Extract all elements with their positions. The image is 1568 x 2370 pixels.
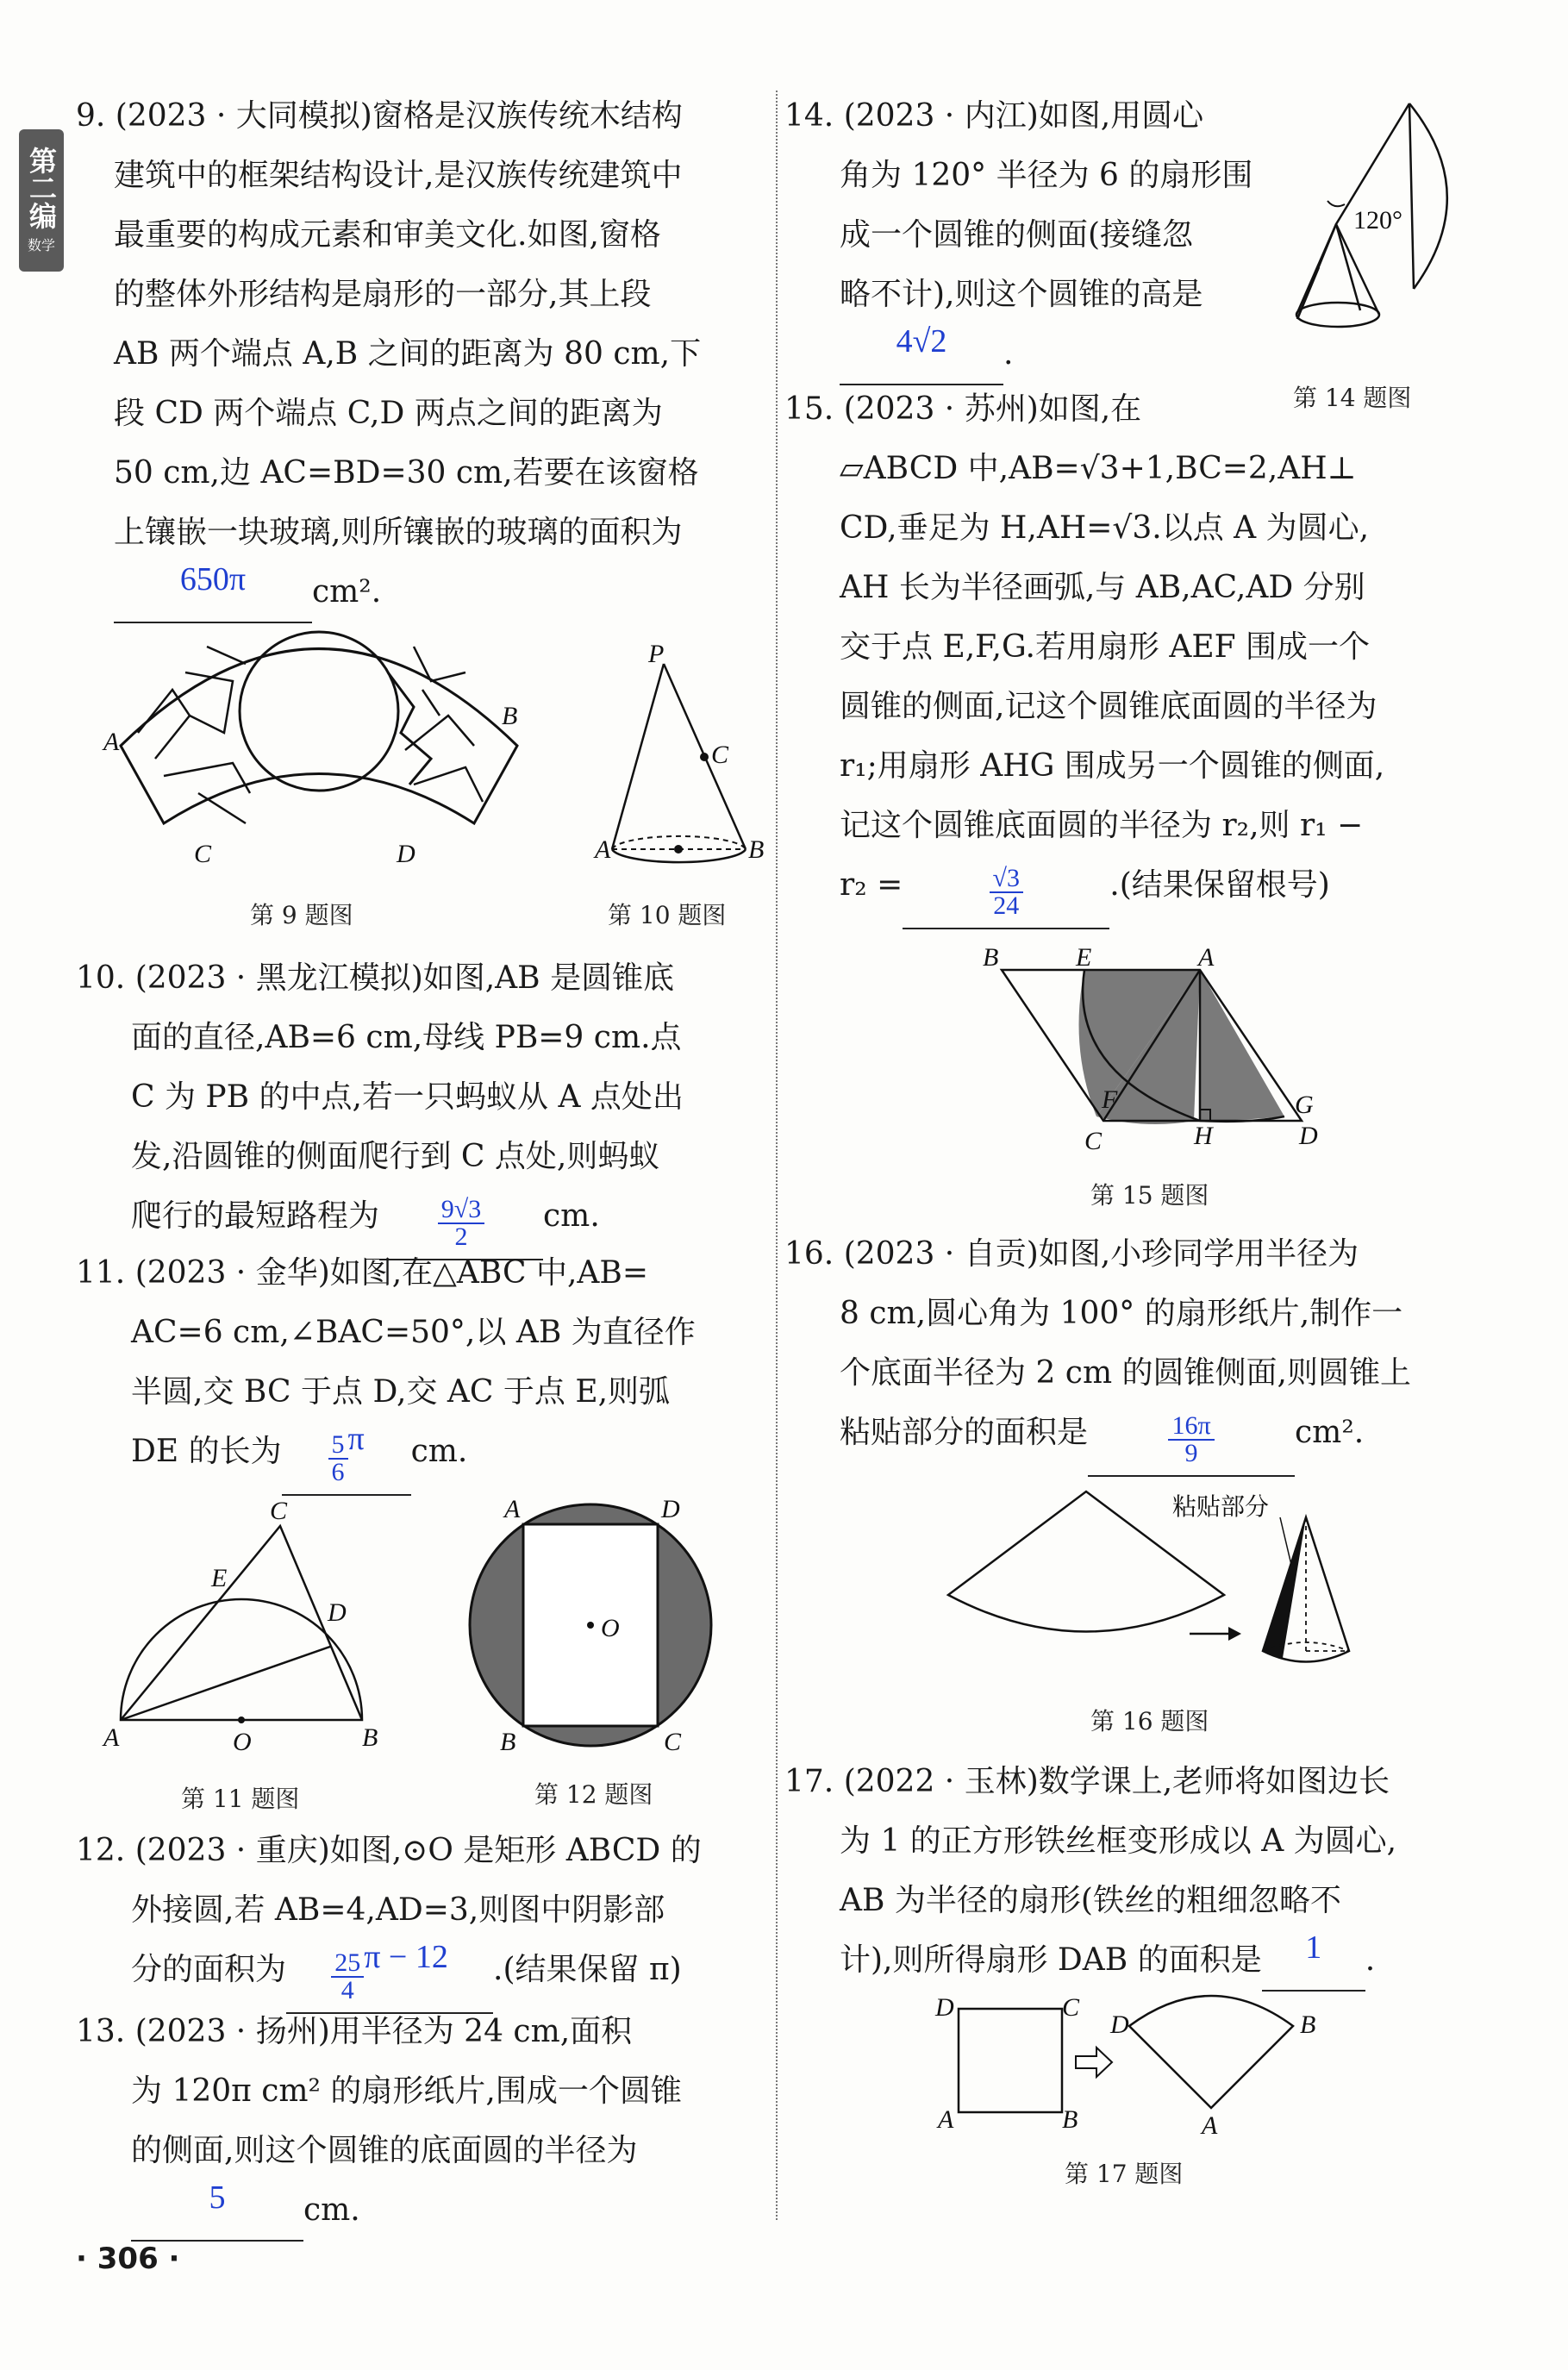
answer-denominator: 24 (993, 891, 1020, 920)
problem-17-line: 为 1 的正方形铁丝框变形成以 A 为圆心, (840, 1823, 1397, 1859)
f17-label-C: C (1062, 1993, 1080, 2022)
answer-value: 5 (209, 2179, 226, 2216)
answer-numerator: 16π (1168, 1413, 1214, 1441)
problem-15-line: CD,垂足为 H,AH=√3.以点 A 为圆心, (840, 510, 1370, 546)
figure-17-caption: 第 17 题图 (1065, 2160, 1184, 2188)
f10-label-A: A (595, 835, 611, 864)
answer-suffix: π (347, 1421, 365, 1457)
f17-label-D2: D (1110, 2010, 1129, 2039)
problem-13-line: 为 120π cm² 的扇形纸片,围成一个圆锥 (131, 2073, 682, 2109)
answer-value: 4√2 (896, 323, 947, 360)
figure-17 (931, 1992, 1345, 2138)
f12-label-D: D (661, 1495, 680, 1523)
unit-label: . (1365, 1942, 1376, 1978)
f12-label-O: O (601, 1614, 620, 1642)
f15-label-D: D (1299, 1122, 1318, 1150)
figure-16-caption: 第 16 题图 (1090, 1707, 1209, 1735)
chapter-tab-title: 第二编 (25, 147, 58, 229)
problem-9-line: AB 两个端点 A,B 之间的距离为 80 cm,下 (114, 336, 702, 372)
answer-denominator: 9 (1184, 1439, 1198, 1467)
problem-11-line: 半圆,交 BC 于点 D,交 AC 于点 E,则弧 (131, 1374, 671, 1410)
problem-15-line: ▱ABCD 中,AB=√3+1,BC=2,AH⊥ (840, 451, 1357, 486)
problem-14-line: 成一个圆锥的侧面(接缝忽 (840, 217, 1194, 253)
f11-label-E: E (211, 1564, 228, 1592)
problem-12-line: 12. (2023 · 重庆)如图,⊙O 是矩形 ABCD 的 (76, 1833, 702, 1868)
problem-9 (76, 86, 765, 623)
problem-16-line: 个底面半径为 2 cm 的圆锥侧面,则圆锥上 (840, 1355, 1411, 1391)
f15-label-C: C (1084, 1127, 1103, 1155)
answer-denominator: 2 (454, 1223, 468, 1251)
figure-14-caption: 第 14 题图 (1293, 384, 1412, 412)
f15-label-B: B (983, 943, 999, 972)
problem-12-line: 外接圆,若 AB=4,AD=3,则图中阴影部 (131, 1892, 665, 1928)
f9-label-A: A (103, 728, 120, 756)
answer-numerator: 25 (331, 1950, 364, 1978)
problem-16 (784, 1224, 1560, 1477)
answer-prefix: 计),则所得扇形 DAB 的面积是 (840, 1942, 1262, 1978)
figure-10-caption: 第 10 题图 (608, 901, 727, 929)
answer-denominator: 4 (340, 1976, 354, 2004)
problem-17 (784, 1752, 1560, 1992)
answer-blank (282, 1422, 411, 1496)
problem-10-line: 发,沿圆锥的侧面爬行到 C 点处,则蚂蚁 (131, 1139, 660, 1174)
problem-17-line: 17. (2022 · 玉林)数学课上,老师将如图边长 (784, 1764, 1390, 1799)
f10-label-P: P (648, 640, 665, 668)
answer-value: 1 (1305, 1929, 1322, 1966)
f9-label-C: C (194, 840, 212, 868)
figure-15 (983, 944, 1327, 1160)
problem-14-line: 角为 120° 半径为 6 的扇形围 (840, 158, 1253, 193)
f12-label-B: B (500, 1728, 516, 1756)
f15-label-H: H (1194, 1122, 1213, 1150)
problem-16-line: 8 cm,圆心角为 100° 的扇形纸片,制作一 (840, 1296, 1403, 1331)
f11-label-B: B (362, 1723, 378, 1752)
answer-denominator: 6 (331, 1458, 345, 1486)
f15-label-E: E (1076, 943, 1092, 972)
answer-blank (1262, 1930, 1365, 1992)
unit-label: .(结果保留 π) (493, 1952, 682, 1987)
figure-12 (461, 1491, 720, 1759)
f17-label-B: B (1062, 2105, 1078, 2134)
problem-14 (784, 86, 1267, 385)
problem-15 (784, 379, 1560, 929)
answer-prefix: 分的面积为 (131, 1952, 287, 1987)
problem-10 (76, 948, 765, 1260)
f15-label-G: G (1295, 1091, 1314, 1119)
answer-blank (1088, 1403, 1295, 1477)
f9-label-B: B (502, 702, 518, 730)
unit-label: .(结果保留根号) (1109, 867, 1330, 903)
unit-label: . (1003, 336, 1014, 372)
f17-label-A: A (938, 2105, 954, 2134)
figure-9-caption: 第 9 题图 (250, 901, 353, 929)
problem-14-line: 14. (2023 · 内江)如图,用圆心 (784, 98, 1204, 134)
problem-15-line: 15. (2023 · 苏州)如图,在 (784, 391, 1142, 427)
f14-angle-label: 120° (1353, 206, 1402, 234)
chapter-tab (19, 129, 64, 272)
problem-15-line: r₁;用扇形 AHG 围成另一个圆锥的侧面, (840, 748, 1385, 784)
chapter-tab-subject: 数学 (27, 237, 55, 253)
unit-label: cm. (410, 1434, 468, 1469)
f17-label-A2: A (1202, 2111, 1218, 2140)
problem-9-line: 上镶嵌一块玻璃,则所镶嵌的玻璃的面积为 (114, 515, 683, 550)
unit-label: cm. (303, 2192, 360, 2228)
problem-16-line: 16. (2023 · 自贡)如图,小珍同学用半径为 (784, 1236, 1359, 1272)
problem-11-line: 11. (2023 · 金华)如图,在△ABC 中,AB= (76, 1255, 649, 1291)
f9-label-D: D (397, 840, 415, 868)
problem-15-line: 交于点 E,F,G.若用扇形 AEF 围成一个 (840, 629, 1371, 665)
answer-blank (114, 562, 312, 623)
problem-17-line: AB 为半径的扇形(铁丝的粗细忽略不 (840, 1883, 1341, 1918)
answer-numerator: 5 (328, 1432, 348, 1460)
f10-label-C: C (711, 741, 729, 769)
f15-label-A: A (1198, 943, 1215, 972)
f10-label-B: B (748, 835, 765, 864)
f11-label-C: C (270, 1497, 288, 1525)
problem-10-line: C 为 PB 的中点,若一只蚂蚁从 A 点处出 (131, 1079, 684, 1115)
answer-suffix: π − 12 (364, 1939, 448, 1975)
f15-label-F: F (1102, 1085, 1118, 1114)
answer-blank (131, 2180, 303, 2242)
figure-12-caption: 第 12 题图 (534, 1780, 653, 1809)
problem-9-line: 50 cm,边 AC=BD=30 cm,若要在该窗格 (114, 455, 699, 491)
problem-12 (76, 1821, 765, 2014)
f12-label-A: A (504, 1495, 521, 1523)
unit-label: cm. (543, 1198, 600, 1234)
problem-13-line: 的侧面,则这个圆锥的底面圆的半径为 (131, 2133, 638, 2168)
problem-11-line: AC=6 cm,∠BAC=50°,以 AB 为直径作 (131, 1315, 696, 1350)
answer-prefix: DE 的长为 (131, 1434, 282, 1469)
figure-15-caption: 第 15 题图 (1090, 1181, 1209, 1210)
problem-14-line: 略不计),则这个圆锥的高是 (840, 277, 1203, 312)
figure-11 (99, 1497, 392, 1756)
problem-9-line: 最重要的构成元素和审美文化.如图,窗格 (114, 217, 661, 253)
problem-15-line: AH 长为半径画弧,与 AB,AC,AD 分别 (840, 570, 1365, 605)
f12-label-C: C (664, 1728, 682, 1756)
problem-15-line: 圆锥的侧面,记这个圆锥底面圆的半径为 (840, 689, 1377, 724)
problem-9-line: 9. (2023 · 大同模拟)窗格是汉族传统木结构 (76, 98, 683, 134)
f17-label-B2: B (1300, 2010, 1316, 2039)
problem-15-line: 记这个圆锥底面圆的半径为 r₂,则 r₁ − (840, 808, 1364, 843)
problem-9-line: 的整体外形结构是扇形的一部分,其上段 (114, 277, 652, 312)
f17-label-D: D (935, 1993, 954, 2022)
unit-label: cm². (312, 574, 382, 610)
f11-label-O: O (233, 1728, 252, 1756)
figure-14 (1284, 99, 1474, 358)
answer-prefix: 粘贴部分的面积是 (840, 1415, 1089, 1450)
problem-13 (76, 2002, 765, 2242)
unit-label: cm². (1295, 1415, 1365, 1450)
problem-13-line: 13. (2023 · 扬州)用半径为 24 cm,面积 (76, 2014, 633, 2049)
f11-label-D: D (328, 1598, 347, 1627)
f11-label-A: A (103, 1723, 120, 1752)
figure-10 (595, 640, 767, 871)
answer-numerator: √3 (990, 866, 1023, 893)
column-divider (776, 91, 778, 2220)
answer-prefix: r₂ = (840, 867, 903, 903)
answer-blank (840, 324, 1003, 385)
answer-value: 650π (179, 561, 247, 597)
answer-numerator: 9√3 (438, 1197, 484, 1224)
figure-11-caption: 第 11 题图 (181, 1785, 300, 1813)
answer-prefix: 爬行的最短路程为 (131, 1198, 380, 1234)
figure-9 (103, 621, 534, 879)
problem-10-line: 面的直径,AB=6 cm,母线 PB=9 cm.点 (131, 1020, 682, 1055)
problem-11 (76, 1243, 765, 1496)
figure-16 (940, 1487, 1379, 1694)
page-number: · 306 · (76, 2242, 180, 2276)
problem-9-line: 段 CD 两个端点 C,D 两点之间的距离为 (114, 396, 663, 431)
f16-label-paste: 粘贴部分 (1172, 1492, 1270, 1521)
answer-blank (903, 855, 1109, 929)
problem-9-line: 建筑中的框架结构设计,是汉族传统建筑中 (114, 158, 683, 193)
problem-10-line: 10. (2023 · 黑龙江模拟)如图,AB 是圆锥底 (76, 960, 675, 996)
